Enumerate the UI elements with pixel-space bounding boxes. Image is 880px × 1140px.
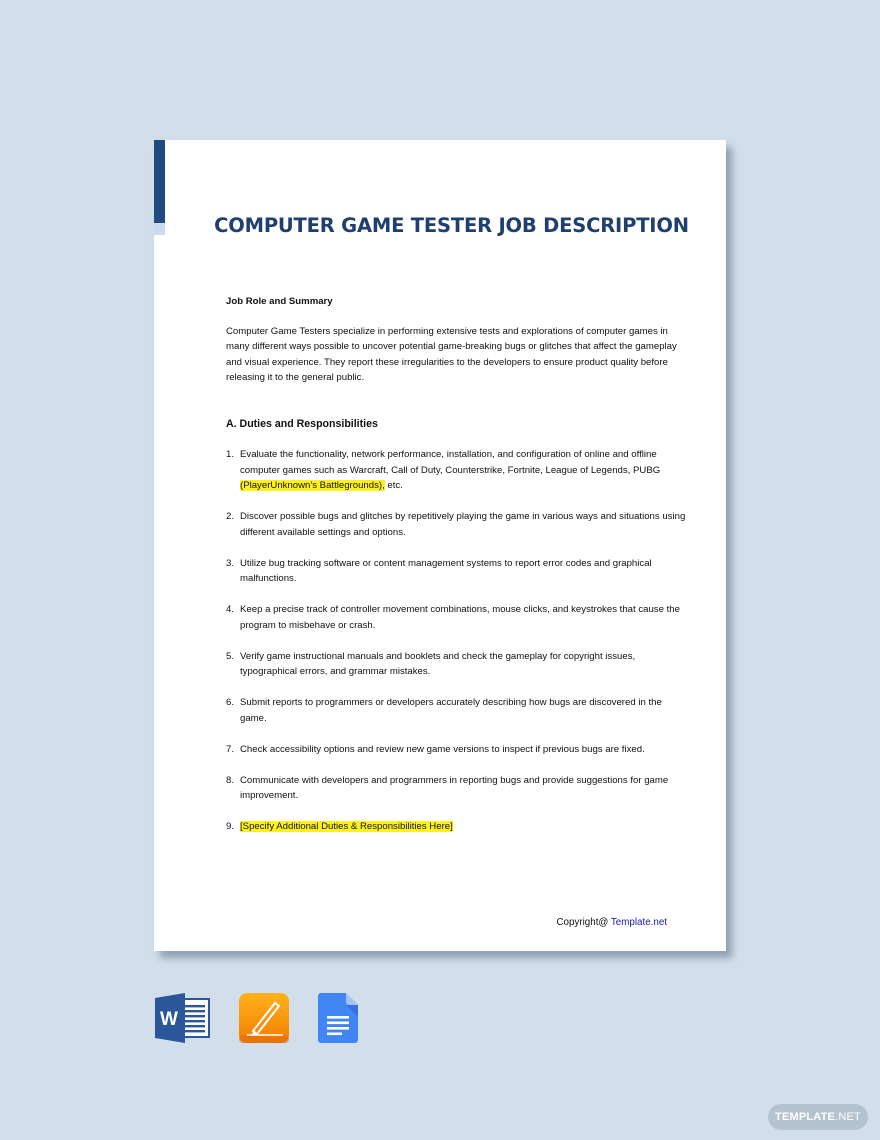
summary-paragraph: Computer Game Testers specialize in performing extensive tests and explorations of computer games in many different ways possible to uncover potential game-breaking bugs or glitches that affect the gameplay and visual experience. They report these irregularities to the developers to ensure product quality before releasing it to the general public. [226, 325, 677, 383]
duty-item-6 [226, 695, 686, 726]
duty-text: Verify game instructional manuals and booklets and check the gameplay for copyright issues, typographical errors, and grammar mistakes. [240, 650, 636, 677]
placeholder-highlight: [Specify Additional Duties & Responsibilities Here] [240, 821, 453, 832]
duty-number: 1. [226, 449, 235, 460]
document-title: COMPUTER GAME TESTER JOB DESCRIPTION [214, 214, 689, 237]
template-net-link[interactable]: Template.net [610, 917, 667, 928]
duty-text: Discover possible bugs and glitches by repetitively playing the game in various ways and situations using different available settings and options. [240, 511, 686, 538]
duty-item-4 [226, 602, 686, 633]
svg-text:W: W [160, 1009, 178, 1030]
duty-item-3 [226, 556, 686, 587]
document-body [226, 294, 686, 850]
pages-icon[interactable] [239, 993, 289, 1048]
duties-heading: A. Duties and Responsibilities [226, 417, 378, 430]
copyright-label: Copyright@ [556, 917, 611, 928]
highlighted-text: (PlayerUnknown's Battlegrounds), [240, 480, 385, 491]
duty-item-9 [226, 819, 686, 835]
summary-heading: Job Role and Summary [226, 296, 333, 307]
template-net-watermark [768, 1104, 868, 1130]
watermark-part2: .NET [835, 1111, 861, 1123]
duty-text: Keep a precise track of controller movement combinations, mouse clicks, and keystrokes that cause the program to misbehave or crash. [240, 604, 680, 631]
duty-item-1 [226, 447, 686, 494]
copyright-line [556, 917, 667, 928]
duty-number: 3. [226, 557, 235, 569]
duty-text: Communicate with developers and programmers in reporting bugs and provide suggestions for game improvement. [240, 774, 669, 801]
duties-list [226, 447, 686, 835]
duty-item-7 [226, 742, 686, 758]
duty-number: 6. [226, 697, 235, 708]
duty-number: 5. [226, 650, 235, 662]
duty-text: Evaluate the functionality, network performance, installation, and configuration of online and offline computer games such as Warcraft, Call of Duty, Counterstrike, Fortnite, League of Legends, PUBG [240, 449, 661, 476]
duty-item-5 [226, 649, 686, 680]
duty-text: Submit reports to programmers or developers accurately describing how bugs are discovered in the game. [240, 697, 662, 724]
watermark-part1: TEMPLATE [775, 1111, 836, 1123]
document-page [154, 140, 726, 951]
accent-bar-dark [154, 140, 165, 223]
duty-number: 9. [226, 821, 235, 832]
duty-number: 8. [226, 774, 235, 786]
word-icon[interactable] [155, 993, 211, 1048]
duty-text: Check accessibility options and review new game versions to inspect if previous bugs are fixed. [240, 743, 645, 755]
duty-text: Utilize bug tracking software or content management systems to report error codes and graphical malfunctions. [240, 557, 652, 584]
duty-number: 7. [226, 743, 235, 755]
duty-number: 2. [226, 511, 235, 522]
duty-text-after: etc. [384, 480, 403, 491]
duty-item-8 [226, 773, 686, 804]
duty-number: 4. [226, 604, 235, 615]
google-docs-icon[interactable] [318, 993, 358, 1048]
duty-item-2 [226, 509, 686, 540]
